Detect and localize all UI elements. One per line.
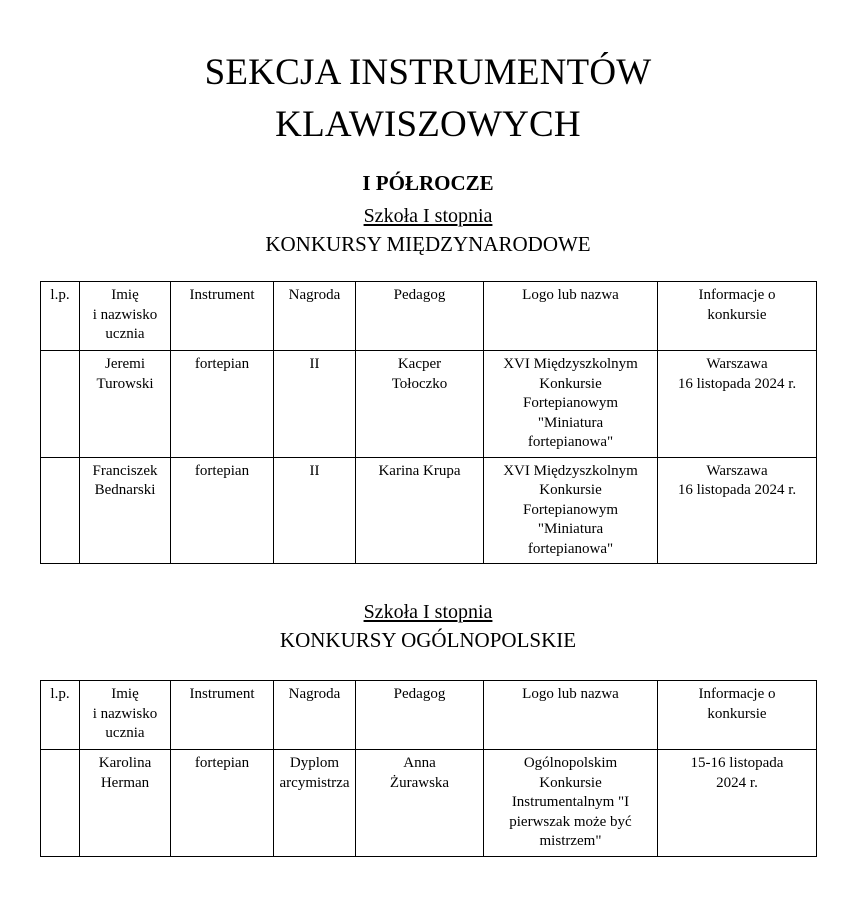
page-title (0, 0, 856, 151)
column-header-prize: Nagroda (274, 282, 356, 351)
cell-student-name: Franciszek Bednarski (80, 457, 171, 564)
column-header-instrument: Instrument (171, 282, 274, 351)
column-header-lp: l.p. (41, 681, 80, 750)
section-2-school-level (0, 592, 856, 625)
section-2-school-level-text: Szkoła I stopnia (363, 601, 493, 623)
cell-teacher: Karina Krupa (356, 457, 484, 564)
column-header-name: Imię i nazwisko ucznia (80, 282, 171, 351)
results-table-international (40, 281, 817, 564)
section-2-table-wrap (40, 680, 816, 857)
cell-student-name: Karolina Herman (80, 750, 171, 857)
cell-competition-name: Ogólnopolskim Konkursie Instrumentalnym "I pierwszak może być mistrzem" (484, 750, 658, 857)
column-header-lp: l.p. (41, 282, 80, 351)
column-header-logo: Logo lub nazwa (484, 681, 658, 750)
section-1-table-wrap (40, 281, 816, 564)
table-row (41, 457, 817, 564)
results-table-national (40, 680, 817, 857)
cell-competition-name: XVI Międzyszkolnym Konkursie Fortepianowym "Miniatura fortepianowa" (484, 457, 658, 564)
column-header-teacher: Pedagog (356, 681, 484, 750)
table-row (41, 351, 817, 458)
table-header-row (41, 282, 817, 351)
section-2-scope: KONKURSY OGÓLNOPOLSKIE (279, 628, 577, 652)
column-header-name: Imię i nazwisko ucznia (80, 681, 171, 750)
table-header-row (41, 681, 817, 750)
cell-student-name: Jeremi Turowski (80, 351, 171, 458)
section-1-school-level-text: Szkoła I stopnia (363, 205, 493, 227)
column-header-logo: Logo lub nazwa (484, 282, 658, 351)
column-header-prize: Nagroda (274, 681, 356, 750)
page-title-line-2: KLAWISZOWYCH (275, 104, 581, 145)
cell-prize: II (274, 457, 356, 564)
semester-heading: I PÓŁROCZE (362, 171, 494, 195)
column-header-info: Informacje o konkursie (658, 282, 817, 351)
cell-competition-info: Warszawa 16 listopada 2024 r. (658, 351, 817, 458)
cell-instrument: fortepian (171, 750, 274, 857)
cell-instrument: fortepian (171, 351, 274, 458)
column-header-teacher: Pedagog (356, 282, 484, 351)
column-header-info: Informacje o konkursie (658, 681, 817, 750)
cell-competition-info: Warszawa 16 listopada 2024 r. (658, 457, 817, 564)
page-title-line-1: SEKCJA INSTRUMENTÓW (204, 52, 652, 93)
cell-instrument: fortepian (171, 457, 274, 564)
cell-prize: Dyplom arcymistrza (274, 750, 356, 857)
column-header-instrument: Instrument (171, 681, 274, 750)
cell-competition-info: 15-16 listopada 2024 r. (658, 750, 817, 857)
cell-lp (41, 750, 80, 857)
section-1-school-level (0, 196, 856, 229)
cell-teacher: Anna Żurawska (356, 750, 484, 857)
cell-lp (41, 351, 80, 458)
table-row (41, 750, 817, 857)
cell-prize: II (274, 351, 356, 458)
section-1-scope: KONKURSY MIĘDZYNARODOWE (265, 232, 591, 256)
cell-competition-name: XVI Międzyszkolnym Konkursie Fortepianowym "Miniatura fortepianowa" (484, 351, 658, 458)
cell-teacher: Kacper Tołoczko (356, 351, 484, 458)
cell-lp (41, 457, 80, 564)
